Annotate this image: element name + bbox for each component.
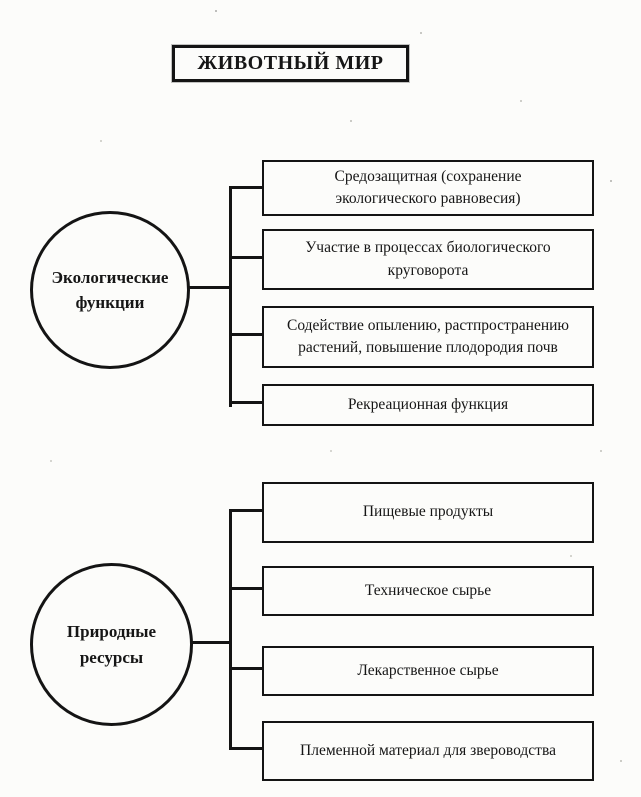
- connector-stub-group2-item2: [229, 587, 262, 590]
- box-biological-cycle: [262, 229, 594, 290]
- box-food-products: [262, 482, 594, 543]
- box-medicinal-raw-materials-label: Лекарственное сырье: [357, 661, 499, 679]
- box-pollination-soil-fertility-label: Содействие опылению, растпространению растений, повышение плодородия почв: [287, 316, 569, 356]
- connector-stub-group2-item3: [229, 667, 262, 670]
- natural-resources-circle: [30, 563, 193, 726]
- scan-noise: [215, 10, 217, 12]
- connector-spine-group2: [229, 509, 232, 750]
- box-recreation-function: [262, 384, 594, 426]
- natural-resources-label: Природные ресурсы: [66, 622, 157, 667]
- box-biological-cycle-label: Участие в процессах биологического круговорота: [305, 239, 551, 279]
- box-pollination-soil-fertility: [262, 306, 594, 368]
- connector-stub-group1-item2: [229, 256, 262, 259]
- connector-stub-group1-item4: [229, 401, 262, 404]
- box-technical-raw-materials: [262, 566, 594, 616]
- connector-spine-group1: [229, 186, 232, 407]
- connector-stub-group2-item4: [229, 747, 262, 750]
- connector-stub-group1-item3: [229, 333, 262, 336]
- ecological-functions-label: Экологические функции: [51, 267, 169, 312]
- box-medicinal-raw-materials: [262, 646, 594, 696]
- box-recreation-function-label: Рекреационная функция: [347, 395, 509, 413]
- box-technical-raw-materials-label: Техническое сырье: [364, 581, 492, 599]
- diagram-title: ЖИВОТНЫЙ МИР: [197, 52, 384, 74]
- connector-stub-group1-item1: [229, 186, 262, 189]
- box-food-products-label: Пищевые продукты: [362, 503, 494, 521]
- box-breeding-material-label: Племенной материал для звероводства: [300, 741, 556, 759]
- box-environment-protection-label: Средозащитная (сохранение экологического равновесия): [334, 167, 522, 207]
- box-breeding-material: [262, 721, 594, 781]
- ecological-functions-circle: [30, 211, 190, 369]
- diagram-title-box: [172, 45, 409, 82]
- connector-stub-group2-item1: [229, 509, 262, 512]
- box-environment-protection: [262, 160, 594, 216]
